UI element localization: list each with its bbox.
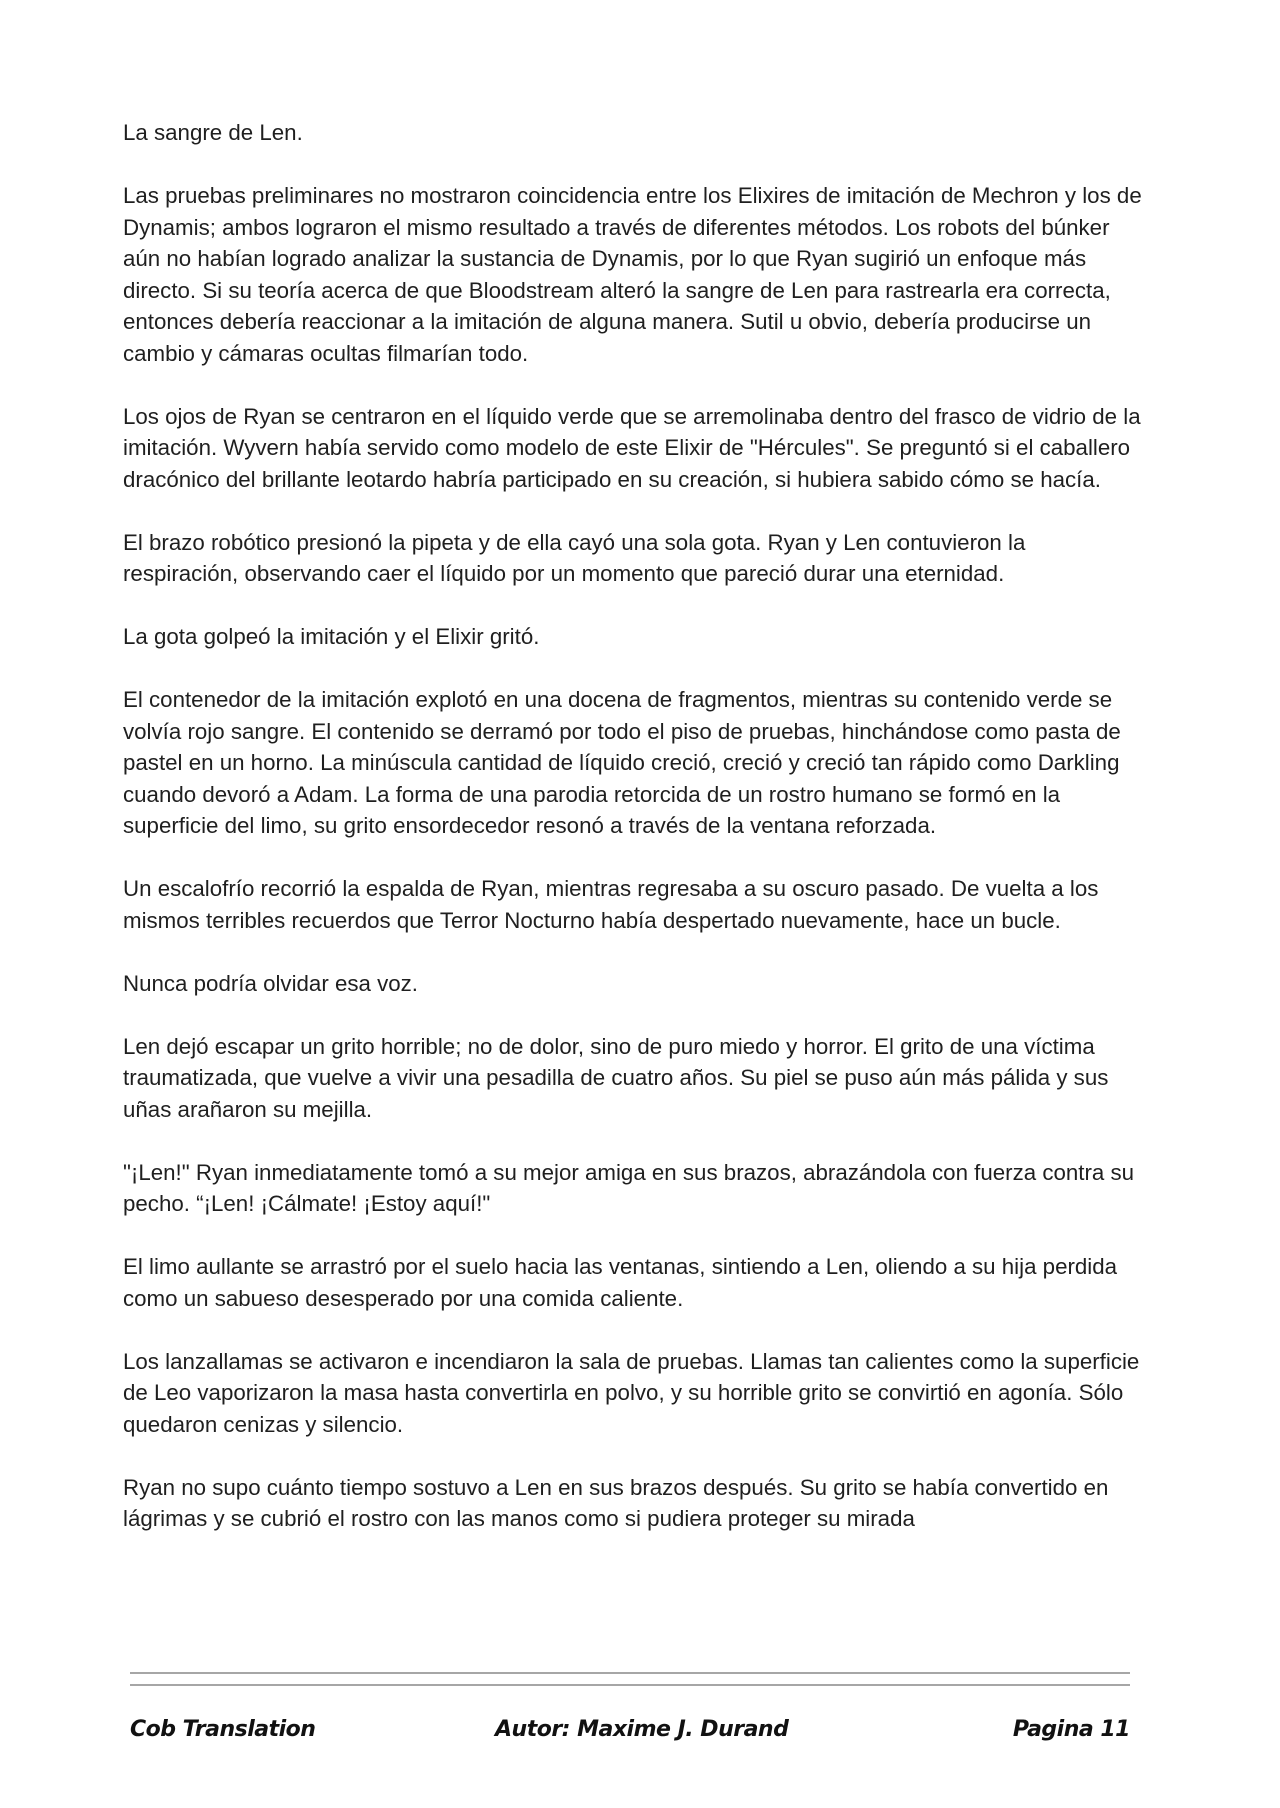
paragraph: Un escalofrío recorrió la espalda de Ryan, mientras regresaba a su oscuro pasado. De vuelta a los mismos terribles recuerdos que Terror Nocturno había despertado nuevamente, hace un bucle. bbox=[123, 876, 1099, 933]
paragraph: "¡Len!" Ryan inmediatamente tomó a su mejor amiga en sus brazos, abrazándola con fuerza contra su pecho. “¡Len! ¡Cálmate! ¡Estoy aquí!" bbox=[123, 1159, 1135, 1216]
footer-divider bbox=[130, 1672, 1130, 1674]
paragraph: El brazo robótico presionó la pipeta y de ella cayó una sola gota. Ryan y Len contuvieron la respiración, observando caer el líquido por un momento que pareció durar una eternidad. bbox=[123, 529, 1026, 586]
footer-author: Autor: Maxime J. Durand bbox=[495, 1717, 789, 1742]
paragraph: Las pruebas preliminares no mostraron coincidencia entre los Elixires de imitación de Mechron y los de Dynamis; ambos lograron el mismo resultado a través de diferentes métodos. Los robots del búnker aún no habían logrado analizar la sustancia de Dynamis, por lo que Ryan sugirió un enfoque más directo. Si su teoría acerca de que Bloodstream alteró la sangre de Len para rastrearla era correcta, entonces debería reaccionar a la imitación de alguna manera. Sutil u obvio, debería producirse un cambio y cámaras ocultas filmarían todo. bbox=[123, 183, 1142, 366]
page-footer bbox=[130, 1717, 1130, 1751]
paragraph: El contenedor de la imitación explotó en una docena de fragmentos, mientras su contenido verde se volvía rojo sangre. El contenido se derramó por todo el piso de pruebas, hinchándose como pasta de pastel en un horno. La minúscula cantidad de líquido creció, creció y creció tan rápido como Darkling cuando devoró a Adam. La forma de una parodia retorcida de un rostro humano se formó en la superficie del limo, su grito ensordecedor resonó a través de la ventana reforzada. bbox=[123, 687, 1121, 838]
paragraph: Los ojos de Ryan se centraron en el líquido verde que se arremolinaba dentro del frasco de vidrio de la imitación. Wyvern había servido como modelo de este Elixir de "Hércules". Se preguntó si el caballero dracónico del brillante leotardo habría participado en su creación, si hubiera sabido cómo se hacía. bbox=[123, 403, 1141, 492]
paragraph: Los lanzallamas se activaron e incendiaron la sala de pruebas. Llamas tan calientes como la superficie de Leo vaporizaron la masa hasta convertirla en polvo, y su horrible grito se convirtió en agonía. Sólo quedaron cenizas y silencio. bbox=[123, 1348, 1140, 1437]
paragraph: Len dejó escapar un grito horrible; no de dolor, sino de puro miedo y horror. El grito de una víctima traumatizada, que vuelve a vivir una pesadilla de cuatro años. Su piel se puso aún más pálida y sus uñas arañaron su mejilla. bbox=[123, 1033, 1109, 1122]
body-text bbox=[123, 117, 1143, 1566]
footer-page-number: Pagina 11 bbox=[1012, 1717, 1130, 1742]
footer-translator: Cob Translation bbox=[130, 1717, 316, 1742]
paragraph: El limo aullante se arrastró por el suelo hacia las ventanas, sintiendo a Len, oliendo a su hija perdida como un sabueso desesperado por una comida caliente. bbox=[123, 1254, 1118, 1311]
paragraph: Ryan no supo cuánto tiempo sostuvo a Len en sus brazos después. Su grito se había convertido en lágrimas y se cubrió el rostro con las manos como si pudiera proteger su mirada bbox=[123, 1474, 1109, 1531]
paragraph: La sangre de Len. bbox=[123, 120, 303, 145]
footer-divider bbox=[130, 1684, 1130, 1686]
paragraph: La gota golpeó la imitación y el Elixir gritó. bbox=[123, 624, 540, 649]
paragraph: Nunca podría olvidar esa voz. bbox=[123, 970, 418, 996]
